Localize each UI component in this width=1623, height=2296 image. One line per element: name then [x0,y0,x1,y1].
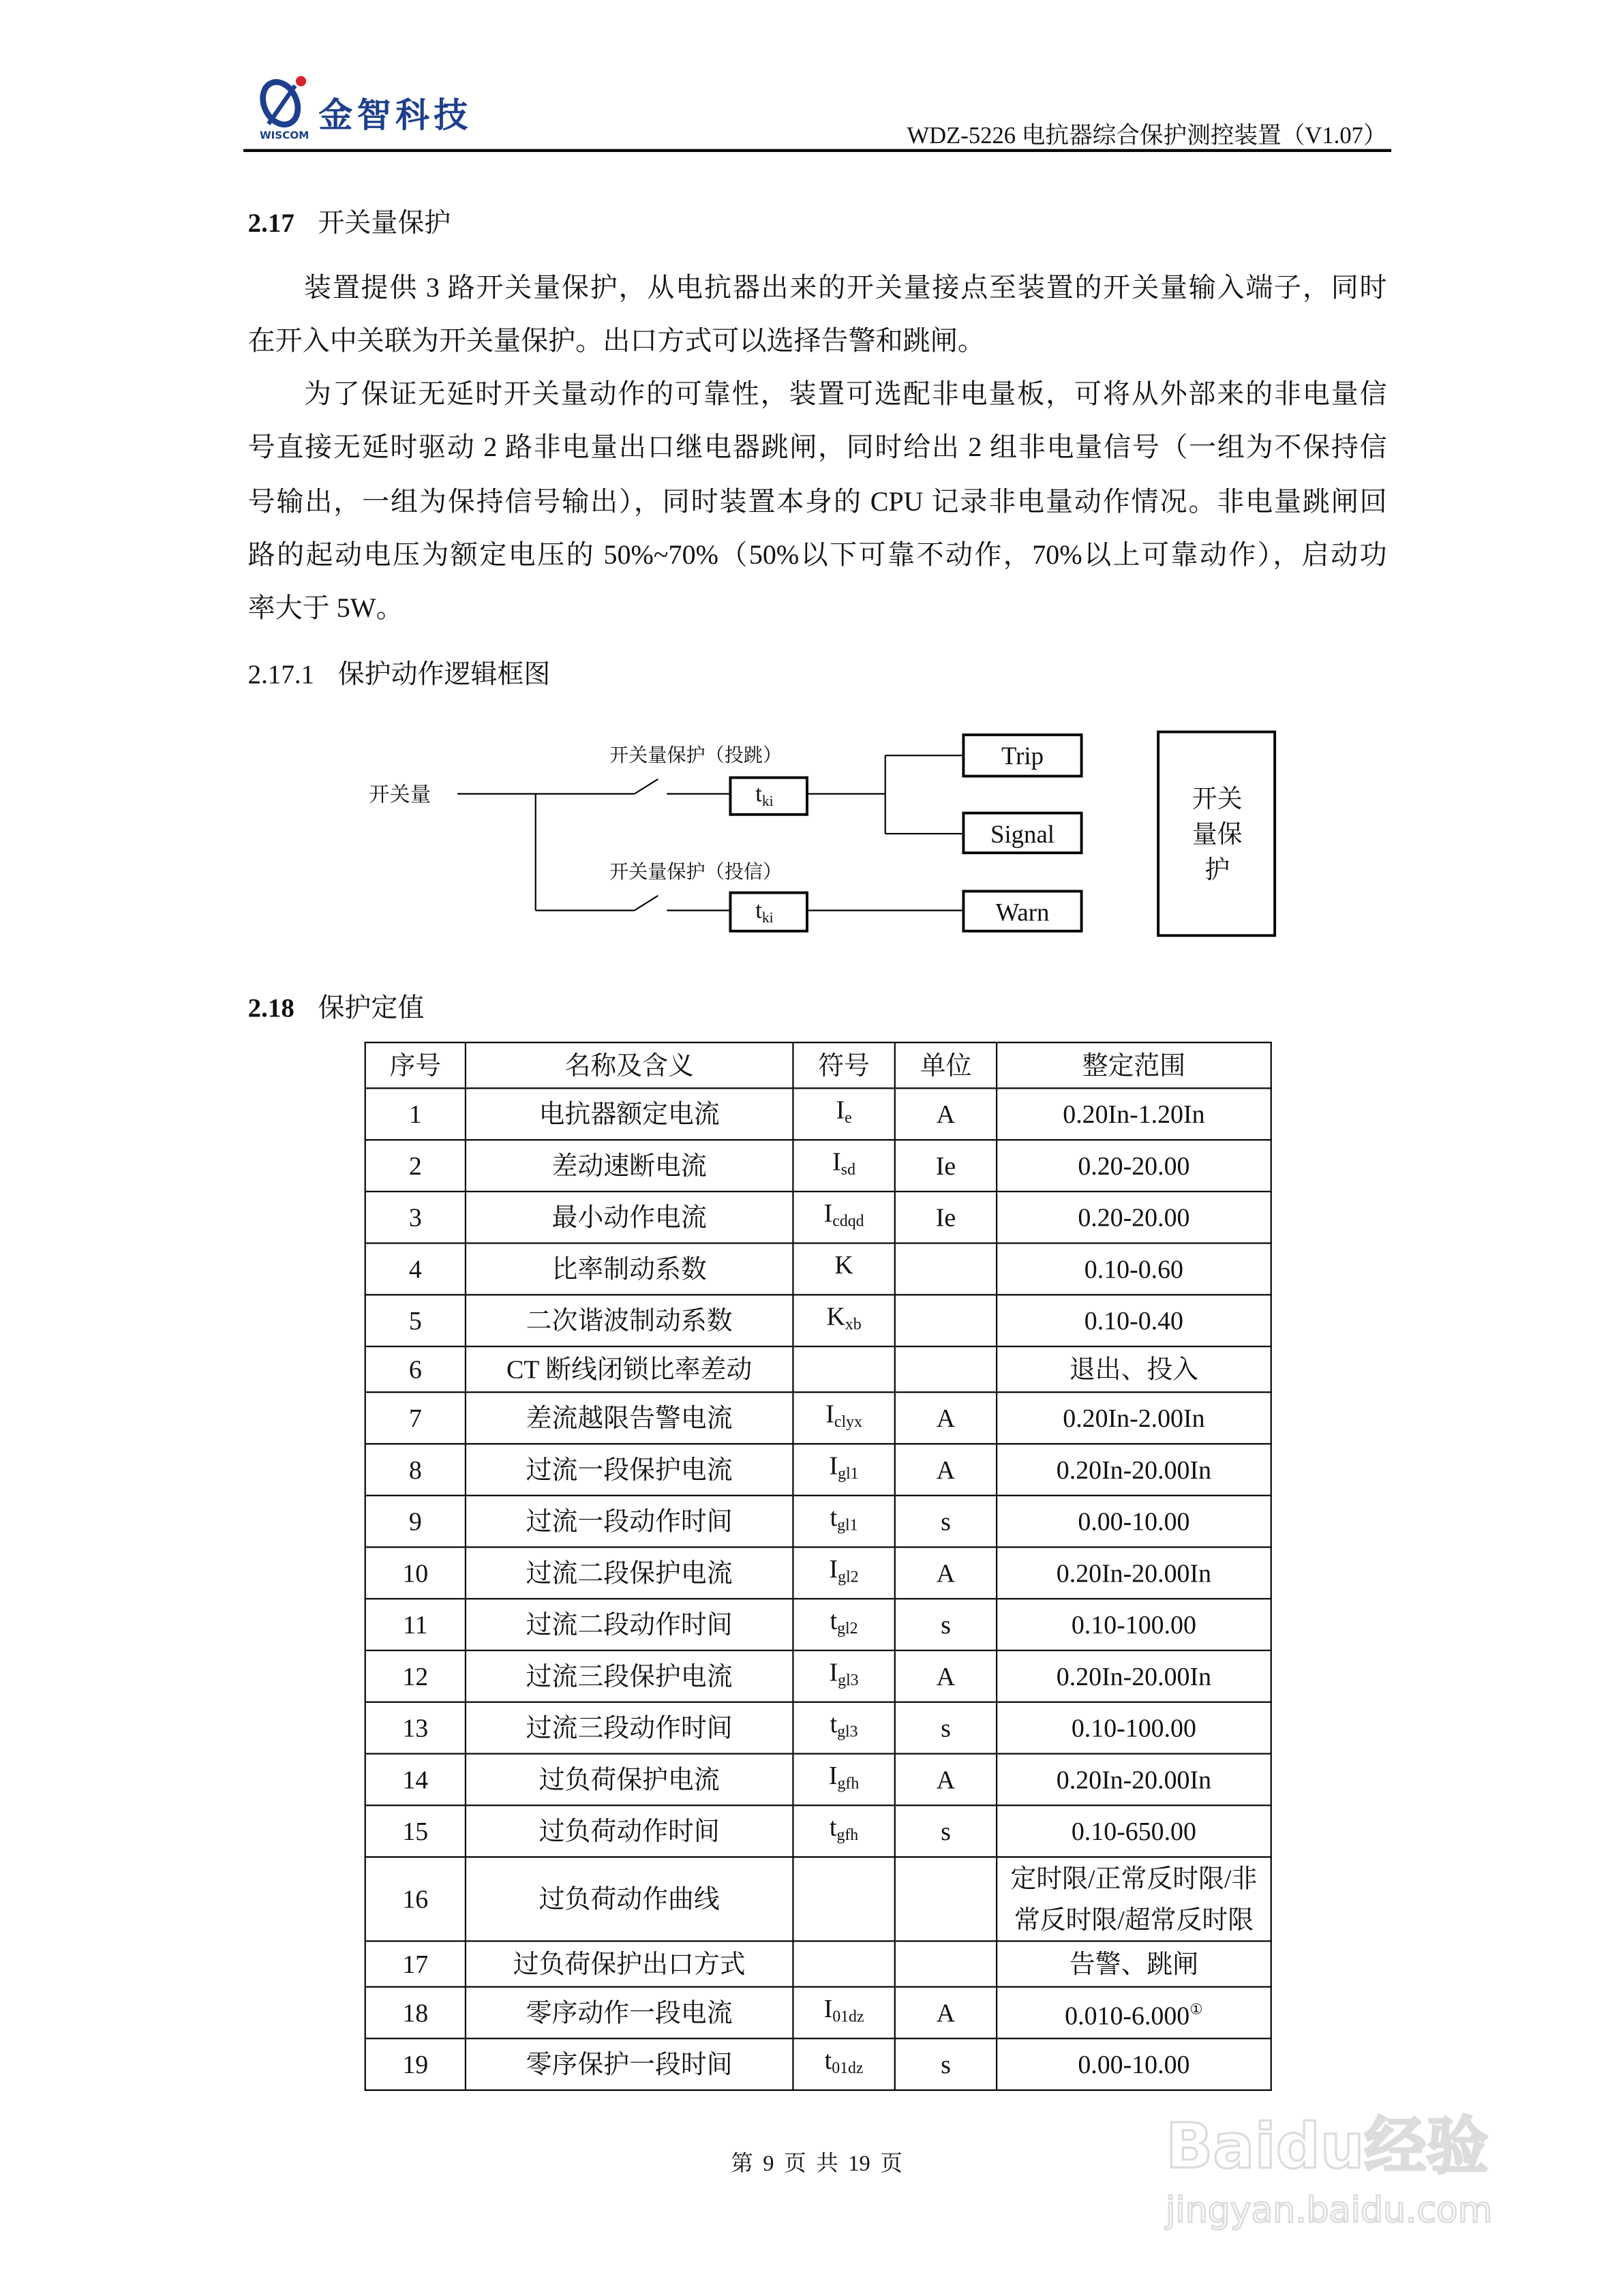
baidu-watermark [1158,2066,1542,2257]
cell-unit: A [895,1392,997,1444]
cell-range: 0.10-650.00 [997,1805,1271,1857]
cell-name: 过流三段动作时间 [466,1702,793,1754]
cell-range: 0.010-6.000① [997,1987,1271,2038]
branch-trip-label: 开关量保护（投跳） [609,744,783,766]
cell-range: 0.20In-20.00In [997,1444,1271,1496]
cell-name: 过负荷保护电流 [466,1754,793,1806]
cell-name: 过流二段保护电流 [466,1547,793,1599]
table-row [365,1805,1271,1857]
cell-number: 15 [365,1805,466,1857]
cell-unit [895,1243,997,1295]
paragraph-line: 路的起动电压为额定电压的 50%~70%（50%以下可靠不动作，70%以上可靠动作），启动功 [247,541,1387,571]
cell-symbol [793,1857,894,1941]
cell-unit: Ie [895,1140,997,1192]
cell-symbol [793,1346,894,1392]
cell-unit: A [895,1088,997,1140]
cell-symbol: $I_e$ [793,1088,894,1140]
cell-symbol: $I_{gfh}$ [793,1754,894,1806]
cell-number: 14 [365,1754,466,1806]
timer-label: tki [755,897,774,926]
header-divider [243,149,1391,152]
switch-signal [635,896,658,911]
output-trip-label: Trip [1001,742,1044,770]
cell-name: 过负荷动作时间 [466,1805,793,1857]
cell-range: 0.10-100.00 [997,1599,1271,1650]
cell-symbol: $t_{gl1}$ [793,1496,894,1547]
cell-unit: s [895,1702,997,1754]
cell-name: 过流三段保护电流 [466,1650,793,1702]
cell-range: 0.20In-20.00In [997,1547,1271,1599]
table-row [365,1295,1271,1346]
document-title: WDZ-5226 电抗器综合保护测控装置（V1.07） [907,123,1387,149]
cell-symbol: $t_{gfh}$ [793,1805,894,1857]
section-heading-2-17: 2.17 开关量保护 [247,208,451,238]
cell-unit: A [895,1444,997,1496]
output-signal-label: Signal [990,819,1055,848]
cell-name: 过负荷保护出口方式 [466,1941,793,1987]
cell-range: 0.10-100.00 [997,1702,1271,1754]
logo-subtext: WISCOM [259,130,309,142]
cell-number: 16 [365,1857,466,1941]
cell-range: 0.10-0.40 [997,1295,1271,1346]
table-row [365,1243,1271,1295]
watermark-brand: Baidu经验 [1165,2110,1489,2183]
paragraph-line: 装置提供 3 路开关量保护，从电抗器出来的开关量接点至装置的开关量输入端子，同时 [303,274,1387,304]
table-row [365,1547,1271,1599]
cell-unit: s [895,1805,997,1857]
footnote-marker: ① [1189,2002,1203,2019]
paragraph-line: 率大于 5W。 [247,594,404,624]
cell-range: 0.20In-20.00In [997,1650,1271,1702]
column-header: 名称及含义 [466,1042,793,1088]
cell-name: 电抗器额定电流 [466,1088,793,1140]
table-row [365,1987,1271,2038]
cell-symbol: $t_{gl3}$ [793,1702,894,1754]
cell-name: 差动速断电流 [466,1140,793,1192]
cell-name: 过流一段保护电流 [466,1444,793,1496]
cell-unit: A [895,1650,997,1702]
cell-symbol: $I_{sd}$ [793,1140,894,1192]
cell-unit: s [895,2038,997,2090]
cell-number: 13 [365,1702,466,1754]
block-label-line: 量保 [1192,819,1243,848]
cell-range: 退出、投入 [997,1346,1271,1392]
output-warn-label: Warn [995,898,1050,926]
paragraph-line: 号输出，一组为保持信号输出），同时装置本身的 CPU 记录非电量动作情况。非电量跳闸回 [247,488,1387,518]
cell-name: 差流越限告警电流 [466,1392,793,1444]
cell-symbol: $t_{01dz}$ [793,2038,894,2090]
table-row [365,2038,1271,2090]
cell-number: 11 [365,1599,466,1650]
block-label-line: 开关 [1192,784,1243,813]
cell-number: 18 [365,1987,466,2038]
paragraph-line: 号直接无延时驱动 2 路非电量出口继电器跳闸，同时给出 2 组非电量信号（一组为不保持信 [247,434,1387,464]
table-header-row [365,1042,1271,1088]
cell-symbol: $t_{gl2}$ [793,1599,894,1650]
table-row [365,1346,1271,1392]
cell-range: 0.20In-20.00In [997,1754,1271,1806]
cell-symbol: $I_{cdqd}$ [793,1192,894,1243]
cell-number: 7 [365,1392,466,1444]
table-row [365,1754,1271,1806]
cell-symbol: $I_{gl3}$ [793,1650,894,1702]
block-label-line: 护 [1204,855,1230,883]
cell-unit: A [895,1987,997,2038]
cell-unit: s [895,1599,997,1650]
column-header: 符号 [793,1042,894,1088]
switch-trip [635,779,658,794]
cell-name: CT 断线闭锁比率差动 [466,1346,793,1392]
cell-name: 零序保护一段时间 [466,2038,793,2090]
cell-number: 2 [365,1140,466,1192]
cell-name: 比率制动系数 [466,1243,793,1295]
cell-symbol [793,1941,894,1987]
cell-name: 二次谐波制动系数 [466,1295,793,1346]
cell-number: 12 [365,1650,466,1702]
cell-unit: A [895,1754,997,1806]
table-row [365,1857,1271,1941]
cell-symbol: $I_{gl1}$ [793,1444,894,1496]
cell-range: 定时限/正常反时限/非常反时限/超常反时限 [997,1857,1271,1941]
cell-number: 6 [365,1346,466,1392]
cell-range: 0.00-10.00 [997,1496,1271,1547]
logic-diagram [354,723,1298,945]
logo-text: 金智科技 [318,97,472,136]
cell-unit [895,1295,997,1346]
cell-number: 19 [365,2038,466,2090]
cell-symbol: $I_{01dz}$ [793,1987,894,2038]
cell-unit: Ie [895,1192,997,1243]
table-row [365,1650,1271,1702]
cell-name: 最小动作电流 [466,1192,793,1243]
page-number: 第 9 页 共 19 页 [731,2153,902,2177]
cell-range: 0.10-0.60 [997,1243,1271,1295]
cell-unit [895,1346,997,1392]
cell-number: 9 [365,1496,466,1547]
column-header: 单位 [895,1042,997,1088]
cell-name: 过流一段动作时间 [466,1496,793,1547]
cell-unit: A [895,1547,997,1599]
cell-range: 0.00-10.00 [997,2038,1271,2090]
table-row [365,1599,1271,1650]
cell-name: 过负荷动作曲线 [466,1857,793,1941]
cell-range: 告警、跳闸 [997,1941,1271,1987]
cell-range: 0.20-20.00 [997,1192,1271,1243]
cell-symbol: K [793,1243,894,1295]
cell-unit [895,1857,997,1941]
cell-number: 17 [365,1941,466,1987]
settings-table [365,1042,1272,2091]
table-row [365,1444,1271,1496]
column-header: 整定范围 [997,1042,1271,1088]
cell-range: 0.20-20.00 [997,1140,1271,1192]
cell-number: 8 [365,1444,466,1496]
cell-symbol: $K_{xb}$ [793,1295,894,1346]
table-row [365,1496,1271,1547]
cell-symbol: $I_{gl2}$ [793,1547,894,1599]
cell-name: 过流二段动作时间 [466,1599,793,1650]
section-heading-2-17-1: 2.17.1 保护动作逻辑框图 [247,659,551,689]
table-row [365,1941,1271,1987]
cell-number: 4 [365,1243,466,1295]
cell-unit [895,1941,997,1987]
cell-number: 5 [365,1295,466,1346]
timer-label: tki [755,781,774,809]
cell-number: 10 [365,1547,466,1599]
section-heading-2-18: 2.18 保护定值 [247,993,425,1023]
cell-range: 0.20In-2.00In [997,1392,1271,1444]
table-row [365,1140,1271,1192]
table-row [365,1702,1271,1754]
table-row [365,1392,1271,1444]
cell-range: 0.20In-1.20In [997,1088,1271,1140]
paragraph-line: 为了保证无延时开关量动作的可靠性，装置可选配非电量板，可将从外部来的非电量信 [303,380,1387,410]
table-row [365,1088,1271,1140]
paragraph-line: 在开入中关联为开关量保护。出口方式可以选择告警和跳闸。 [247,327,985,357]
cell-number: 3 [365,1192,466,1243]
column-header: 序号 [365,1042,466,1088]
cell-name: 零序动作一段电流 [466,1987,793,2038]
input-label: 开关量 [369,783,431,806]
watermark-url: jingyan.baidu.com [1165,2190,1493,2231]
cell-number: 1 [365,1088,466,1140]
branch-signal-label: 开关量保护（投信） [609,861,783,883]
table-row [365,1192,1271,1243]
cell-unit: s [895,1496,997,1547]
cell-symbol: $I_{clyx}$ [793,1392,894,1444]
